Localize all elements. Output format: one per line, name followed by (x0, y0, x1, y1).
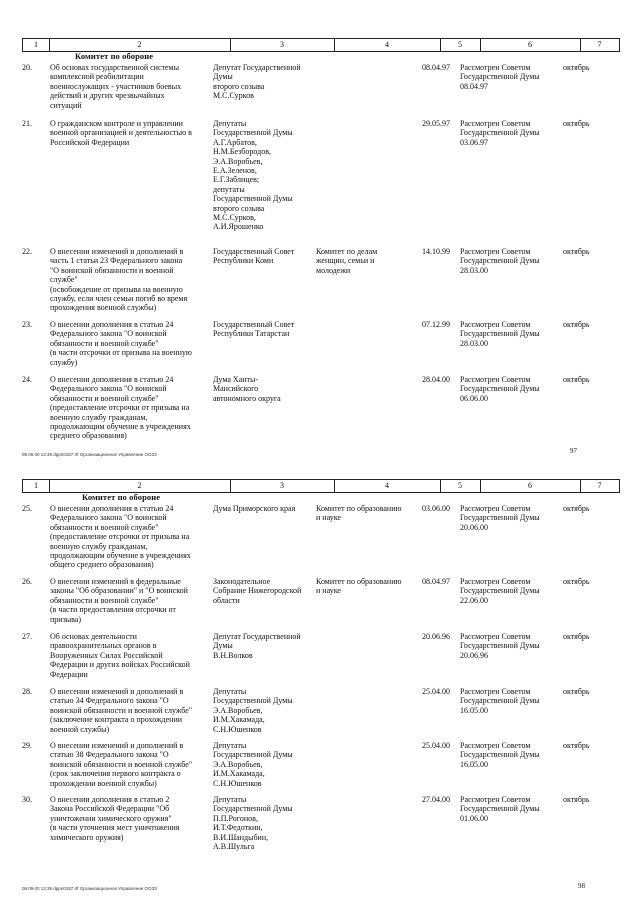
council-status-line: 28.03.00 (460, 265, 488, 275)
council-status-cell (460, 687, 560, 715)
page-number: 97 (570, 447, 577, 455)
bill-title-line: общего среднего образования) (50, 560, 154, 570)
column-header: 5 (440, 39, 481, 51)
bill-title-cell (50, 504, 205, 570)
bill-title-line: прохождении военной службы) (50, 778, 157, 788)
council-status-cell (460, 632, 560, 660)
planned-month-cell: октябрь (563, 320, 590, 329)
bill-title-line: воинской обязанности и военной службе" (50, 759, 193, 769)
bill-author-line: А.Г.Арбатов, (213, 137, 257, 147)
column-header: 1 (23, 39, 50, 51)
submission-date-cell: 25.04.00 (422, 741, 450, 750)
bill-author-line: И.Т.Федоткин, (213, 823, 263, 833)
bill-title-line: Федерального закона "О воинской (50, 513, 167, 523)
bill-author-line: второго созыва (213, 81, 265, 91)
page-number: 98 (578, 882, 585, 890)
bill-title-cell (50, 247, 205, 313)
bill-author-line: Республики Коми (213, 256, 274, 266)
council-status-line: Государственной Думы (460, 329, 540, 339)
bill-title-line: службу, если член семьи погиб во время (50, 294, 188, 304)
bill-author-line: депутаты (213, 184, 245, 194)
council-status-line: Рассмотрен Советом (460, 632, 531, 641)
bill-title-cell (50, 375, 205, 441)
row-number-cell: 22. (22, 247, 32, 256)
co-committee-line: Комитет по делам (316, 247, 378, 256)
bill-author-cell (213, 375, 313, 403)
bill-title-line: военной организацией и деятельностью в (50, 128, 192, 138)
council-status-line: Государственной Думы (460, 513, 540, 523)
submission-date-cell: 28.04.00 (422, 375, 450, 384)
bill-author-line: Э.А.Воробьев, (213, 759, 263, 769)
bill-title-line: О внесении изменений и дополнений в (50, 247, 184, 256)
bill-title-line: продолжающим обучение в учреждениях (50, 422, 191, 432)
bill-author-line: Э.А.Воробьев, (213, 156, 263, 166)
council-status-cell (460, 247, 560, 275)
document-page-98 (0, 475, 640, 900)
council-status-line: 08.04.97 (460, 81, 488, 91)
column-header: 4 (334, 480, 441, 492)
bill-title-cell (50, 795, 205, 842)
bill-author-line: Государственной Думы (213, 194, 293, 204)
bill-author-line: области (213, 595, 240, 605)
bill-title-line: Федерального закона "О воинской (50, 329, 167, 339)
planned-month-cell: октябрь (563, 504, 590, 513)
council-status-line: 01.06.00 (460, 813, 488, 823)
bill-title-cell (50, 63, 205, 110)
bill-title-line: военную службу гражданам, (50, 412, 148, 422)
bill-title-line: Федерального закона "О воинской (50, 384, 167, 394)
bill-title-line: уничтожении химического оружия" (50, 813, 172, 823)
bill-author-line: Дума Ханты- (213, 375, 259, 384)
bill-author-line: Е.Г.Заблицев; (213, 175, 260, 185)
council-status-line: Рассмотрен Советом (460, 687, 531, 696)
bill-title-line: О внесении дополнения в статью 24 (50, 375, 174, 384)
bill-author-line: Н.М.Безбородов, (213, 147, 271, 157)
submission-date-cell: 07.12.99 (422, 320, 450, 329)
column-header: 7 (597, 40, 602, 49)
bill-title-cell (50, 687, 205, 734)
bill-title-line: Федерации и других войсках Российской (50, 660, 190, 670)
council-status-line: 16.05.00 (460, 759, 488, 769)
bill-author-line: Депутаты (213, 687, 247, 696)
bill-title-cell (50, 320, 205, 367)
council-status-line: Государственной Думы (460, 384, 540, 394)
bill-title-line: действий и других чрезвычайных (50, 91, 165, 101)
co-committee-line: и науке (316, 513, 341, 523)
row-number-cell: 30. (22, 795, 32, 804)
council-status-line: 20.06.96 (460, 650, 488, 660)
column-header: 5 (440, 480, 481, 492)
page-footer: 08.09.00 13:39 dppn0187.rtf Организационное Управление ООЗ3 (22, 886, 157, 891)
page-footer: 08.09.00 13:39 dppn0187.rtf Организационное Управление ООЗ3 (22, 452, 157, 457)
planned-month-cell: октябрь (563, 247, 590, 256)
bill-author-line: М.С.Сурков (213, 91, 254, 101)
co-committee-cell (316, 247, 416, 275)
bill-author-line: С.Н.Юшенков (213, 778, 262, 788)
council-status-cell (460, 795, 560, 823)
bill-title-line: (в части уточнения мест уничтожения (50, 823, 180, 833)
row-number-cell: 28. (22, 687, 32, 696)
co-committee-line: молодежи (316, 265, 351, 275)
council-status-line: Государственной Думы (460, 256, 540, 266)
bill-author-line: Государственной Думы (213, 128, 293, 138)
co-committee-line: Комитет по образованию (316, 504, 402, 513)
bill-title-line: О внесении дополнения в статью 2 (50, 795, 170, 804)
bill-title-line: службе" (50, 275, 78, 285)
bill-author-cell (213, 687, 313, 734)
column-header-row (22, 479, 620, 493)
bill-title-line: О внесении изменений в федеральные (50, 577, 181, 586)
bill-title-line: (предоставление отсрочки от призыва на (50, 532, 190, 542)
council-status-line: 28.03.00 (460, 338, 488, 348)
bill-author-line: Собрание Нижегородской (213, 586, 302, 596)
bill-title-line: О гражданском контроле и управлении (50, 119, 183, 128)
bill-author-cell (213, 320, 313, 339)
planned-month-cell: октябрь (563, 63, 590, 72)
planned-month-cell: октябрь (563, 795, 590, 804)
column-header: 3 (230, 39, 335, 51)
bill-author-cell (213, 504, 313, 513)
bill-author-line: Государственной Думы (213, 750, 293, 760)
bill-author-line: Депутаты (213, 795, 247, 804)
council-status-line: Рассмотрен Советом (460, 375, 531, 384)
planned-month-cell: октябрь (563, 577, 590, 586)
bill-title-cell (50, 119, 205, 147)
bill-title-line: статью 38 Федерального закона "О (50, 750, 169, 760)
bill-author-line: Дума Приморского края (213, 504, 296, 513)
bill-title-line: законы "Об образовании" и "О воинской (50, 586, 188, 596)
submission-date-cell: 14.10.99 (422, 247, 450, 256)
bill-title-cell (50, 741, 205, 788)
bill-author-line: М.С.Сурков, (213, 213, 256, 223)
council-status-line: Государственной Думы (460, 72, 540, 82)
planned-month-cell: октябрь (563, 741, 590, 750)
council-status-cell (460, 577, 560, 605)
co-committee-cell (316, 504, 416, 523)
council-status-line: 06.06.00 (460, 393, 488, 403)
bill-title-line: (в части предоставления отсрочки от (50, 605, 176, 615)
bill-author-line: В.Н.Волков (213, 650, 253, 660)
bill-title-line: комплексной реабилитации (50, 72, 144, 82)
row-number-cell: 27. (22, 632, 32, 641)
submission-date-cell: 20.06.96 (422, 632, 450, 641)
co-committee-line: Комитет по образованию (316, 577, 402, 586)
bill-title-line: часть 1 статьи 23 Федерального закона (50, 256, 183, 266)
bill-title-line: Федерации (50, 669, 88, 679)
council-status-cell (460, 504, 560, 532)
bill-title-line: (предоставление отсрочки от призыва на (50, 403, 190, 413)
bill-author-line: Э.А.Воробьев, (213, 705, 263, 715)
row-number-cell: 25. (22, 504, 32, 513)
bill-title-line: военную службу гражданам, (50, 541, 148, 551)
bill-title-line: продолжающим обучение в учреждениях (50, 551, 191, 561)
bill-title-line: обязанности и военной службе" (50, 522, 159, 532)
bill-author-cell (213, 795, 313, 851)
bill-author-line: Государственный Совет (213, 247, 295, 256)
bill-title-line: призыва) (50, 614, 81, 624)
bill-author-line: И.М.Хакамада, (213, 769, 265, 779)
bill-author-line: второго созыва (213, 203, 265, 213)
bill-author-line: Депутат Государственной (213, 632, 301, 641)
bill-title-line: Об основах деятельности (50, 632, 137, 641)
bill-author-line: Е.А.Зеленов, (213, 166, 257, 176)
planned-month-cell: октябрь (563, 687, 590, 696)
bill-author-line: А.В.Шульга (213, 842, 255, 852)
council-status-line: Рассмотрен Советом (460, 119, 531, 128)
bill-author-line: А.И.Ярошенко (213, 222, 264, 232)
row-number-cell: 26. (22, 577, 32, 586)
bill-title-line: (заключение контракта о прохождении (50, 715, 183, 725)
bill-author-line: Законодательное (213, 577, 271, 586)
council-status-line: Рассмотрен Советом (460, 795, 531, 804)
council-status-line: Рассмотрен Советом (460, 247, 531, 256)
bill-title-line: "О воинской обязанности и военной (50, 265, 174, 275)
council-status-line: 03.06.97 (460, 137, 488, 147)
council-status-cell (460, 320, 560, 348)
council-status-line: Государственной Думы (460, 641, 540, 651)
column-header: 3 (230, 480, 335, 492)
submission-date-cell: 03.06.00 (422, 504, 450, 513)
co-committee-line: женщин, семьи и (316, 256, 375, 266)
bill-title-cell (50, 577, 205, 624)
bill-title-line: (освобождение от призыва на военную (50, 284, 183, 294)
bill-title-cell (50, 632, 205, 679)
column-header: 1 (23, 480, 50, 492)
bill-author-cell (213, 119, 313, 232)
bill-author-cell (213, 577, 313, 605)
column-header: 2 (49, 39, 231, 51)
council-status-line: Рассмотрен Советом (460, 63, 531, 72)
bill-title-line: Об основах государственной системы (50, 63, 179, 72)
row-number-cell: 20. (22, 63, 32, 72)
bill-title-line: службу) (50, 357, 78, 367)
bill-title-line: Российской Федерации (50, 137, 130, 147)
row-number-cell: 24. (22, 375, 32, 384)
council-status-line: Государственной Думы (460, 804, 540, 814)
council-status-line: 22.06.00 (460, 595, 488, 605)
bill-author-cell (213, 632, 313, 660)
council-status-line: 16.05.00 (460, 705, 488, 715)
bill-title-line: Вооруженных Силах Российской (50, 650, 163, 660)
bill-author-line: Депутат Государственной (213, 63, 301, 72)
bill-title-line: военной службы) (50, 724, 110, 734)
bill-title-line: О внесении дополнения в статью 24 (50, 504, 174, 513)
column-header: 7 (597, 481, 602, 490)
council-status-cell (460, 375, 560, 403)
bill-author-line: Государственной Думы (213, 696, 293, 706)
council-status-line: Государственной Думы (460, 696, 540, 706)
bill-author-line: Депутаты (213, 741, 247, 750)
council-status-line: Рассмотрен Советом (460, 577, 531, 586)
bill-title-line: обязанности и военной службе" (50, 595, 159, 605)
council-status-line: Государственной Думы (460, 128, 540, 138)
bill-title-line: Закона Российской Федерации "Об (50, 804, 170, 814)
column-header: 6 (480, 480, 581, 492)
column-header: 2 (49, 480, 231, 492)
planned-month-cell: октябрь (563, 375, 590, 384)
planned-month-cell: октябрь (563, 119, 590, 128)
planned-month-cell: октябрь (563, 632, 590, 641)
co-committee-cell (316, 577, 416, 596)
submission-date-cell: 08.04.97 (422, 577, 450, 586)
council-status-cell (460, 63, 560, 91)
bill-title-line: химического оружия) (50, 832, 124, 842)
row-number-cell: 21. (22, 119, 32, 128)
bill-author-line: Думы (213, 641, 233, 651)
column-header-row (22, 38, 620, 52)
row-number-cell: 29. (22, 741, 32, 750)
bill-title-line: обязанности и военной службе" (50, 393, 159, 403)
bill-author-cell (213, 63, 313, 101)
council-status-line: Государственной Думы (460, 750, 540, 760)
submission-date-cell: 25.04.00 (422, 687, 450, 696)
bill-title-line: воинской обязанности и военной службе" (50, 705, 193, 715)
bill-author-line: В.И.Шандыбин, (213, 832, 269, 842)
bill-title-line: (в части отсрочки от призыва на военную (50, 348, 192, 358)
bill-author-line: Мансийского (213, 384, 259, 394)
council-status-line: Государственной Думы (460, 586, 540, 596)
bill-title-line: правоохранительных органов в (50, 641, 157, 651)
bill-author-line: Думы (213, 72, 233, 82)
bill-title-line: обязанности и военной службе" (50, 338, 159, 348)
council-status-cell (460, 741, 560, 769)
bill-title-line: военнослужащих - участников боевых (50, 81, 182, 91)
bill-author-line: П.П.Рогонов, (213, 813, 258, 823)
council-status-line: Рассмотрен Советом (460, 504, 531, 513)
bill-author-line: Государственный Совет (213, 320, 295, 329)
council-status-line: 20.06.00 (460, 522, 488, 532)
bill-author-line: Депутаты (213, 119, 247, 128)
bill-author-line: И.М.Хакамада, (213, 715, 265, 725)
bill-title-line: О внесении дополнения в статью 24 (50, 320, 174, 329)
council-status-line: Рассмотрен Советом (460, 741, 531, 750)
bill-title-line: прохождения военной службы) (50, 303, 157, 313)
committee-heading: Комитет по обороне (75, 51, 154, 61)
bill-author-line: Республики Татарстан (213, 329, 290, 339)
council-status-line: Рассмотрен Советом (460, 320, 531, 329)
bill-author-line: С.Н.Юшенков (213, 724, 262, 734)
column-header: 4 (334, 39, 441, 51)
co-committee-line: и науке (316, 586, 341, 596)
council-status-cell (460, 119, 560, 147)
submission-date-cell: 27.04.00 (422, 795, 450, 804)
bill-title-line: О внесении изменений и дополнений в (50, 741, 184, 750)
bill-author-cell (213, 247, 313, 266)
column-header: 6 (480, 39, 581, 51)
submission-date-cell: 08.04.97 (422, 63, 450, 72)
bill-title-line: статью 34 Федерального закона "О (50, 696, 169, 706)
bill-title-line: (срок заключения первого контракта о (50, 769, 181, 779)
bill-title-line: О внесении изменений и дополнений в (50, 687, 184, 696)
committee-heading: Комитет по обороне (82, 492, 161, 502)
submission-date-cell: 29.05.97 (422, 119, 450, 128)
bill-author-line: Государственной Думы (213, 804, 293, 814)
row-number-cell: 23. (22, 320, 32, 329)
bill-author-line: автономного округа (213, 393, 281, 403)
bill-title-line: ситуаций (50, 100, 82, 110)
bill-title-line: среднего образования) (50, 431, 127, 441)
bill-author-cell (213, 741, 313, 788)
